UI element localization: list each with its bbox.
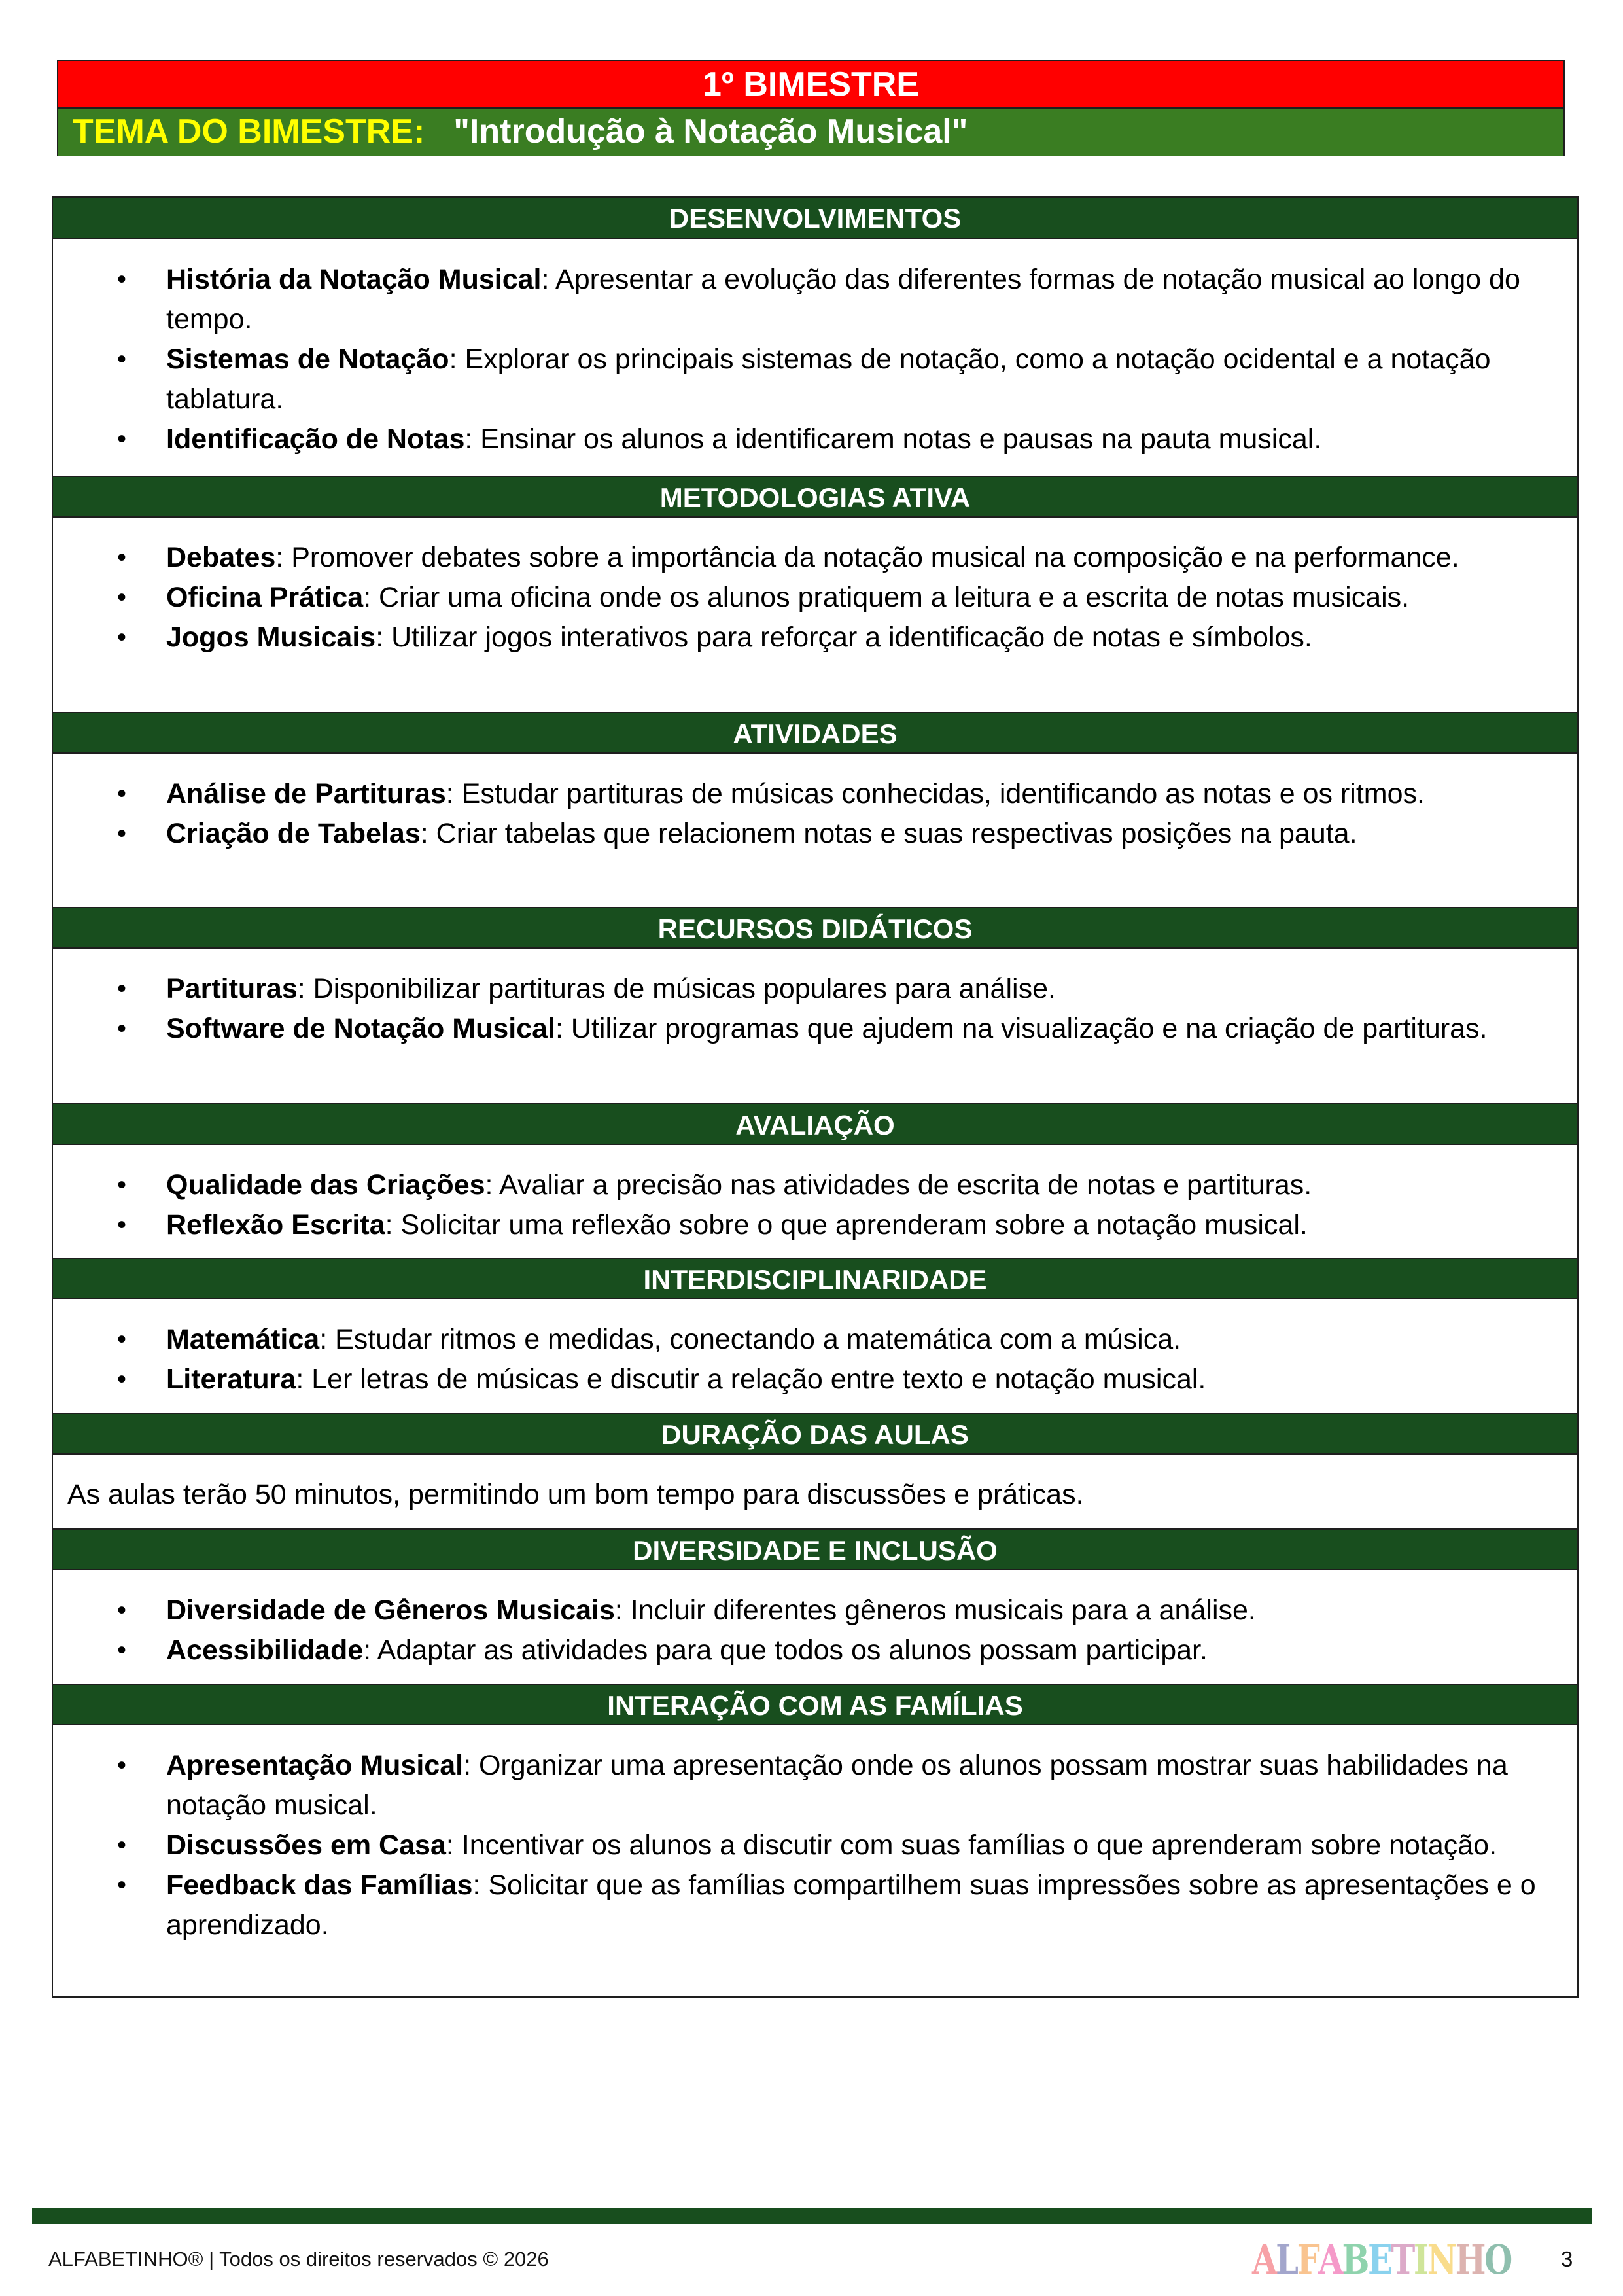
item-term: Software de Notação Musical [166,1013,555,1044]
section-header: DIVERSIDADE E INCLUSÃO [53,1528,1577,1570]
item-term: Análise de Partituras [166,778,446,809]
bullet-list [53,774,1551,854]
item-text: : Utilizar programas que ajudem na visualização e na criação de partituras. [555,1013,1488,1044]
item-term: Feedback das Famílias [166,1869,473,1901]
list-item [117,419,1551,459]
item-text: : Explorar os principais sistemas de notação, como a notação ocidental e a notação tablatura. [166,344,1491,415]
item-text: : Apresentar a evolução das diferentes formas de notação musical ao longo do tempo. [166,264,1520,335]
list-item [117,1631,1551,1670]
bullet-icon: • [117,819,127,848]
logo-letter: N [1427,2236,1456,2284]
bullet-icon: • [117,779,127,808]
bimester-theme-row [58,109,1563,156]
theme-value: "Introdução à Notação Musical" [453,113,968,150]
section-body [53,949,1577,1103]
logo-letter: L [1276,2236,1297,2284]
item-term: Partituras [166,973,298,1004]
bullet-icon: • [117,425,127,453]
bullet-icon: • [117,1596,127,1625]
item-term: Jogos Musicais [166,622,376,653]
list-item [117,1865,1551,1945]
footer-divider-bar [32,2208,1592,2224]
item-term: Sistemas de Notação [166,344,449,375]
item-term: Qualidade das Criações [166,1169,485,1201]
section-header: METODOLOGIAS ATIVA [53,476,1577,518]
bullet-icon: • [117,583,127,612]
section-atividades [53,712,1577,907]
item-term: Debates [166,542,276,573]
bullet-list [53,1591,1551,1670]
bullet-icon: • [117,265,127,294]
list-item [117,340,1551,419]
section-header: DURAÇÃO DAS AULAS [53,1413,1577,1455]
bullet-list [53,1320,1551,1400]
logo-letter: T [1391,2236,1414,2284]
list-item [117,1360,1551,1400]
list-item [117,538,1551,578]
section-body [53,1145,1577,1258]
list-item [117,1165,1551,1205]
section-body [53,1299,1577,1413]
section-paragraph: As aulas terão 50 minutos, permitindo um bom tempo para discussões e práticas. [67,1479,1084,1510]
bimester-title: 1º BIMESTRE [58,61,1563,109]
bullet-icon: • [117,1171,127,1199]
item-text: : Estudar partituras de músicas conhecidas, identificando as notas e os ritmos. [445,778,1425,809]
item-text: : Adaptar as atividades para que todos os alunos possam participar. [363,1634,1208,1666]
item-text: : Utilizar jogos interativos para reforçar a identificação de notas e símbolos. [375,622,1312,653]
logo-letter: A [1252,2236,1276,2284]
section-header: INTERDISCIPLINARIDADE [53,1258,1577,1299]
item-text: : Disponibilizar partituras de músicas populares para análise. [297,973,1056,1004]
logo-letter: F [1297,2236,1319,2284]
item-term: Literatura [166,1364,296,1395]
bullet-list [53,538,1551,658]
section-avaliacao [53,1103,1577,1258]
list-item [117,1205,1551,1245]
bullet-list [53,969,1551,1049]
section-body [53,1725,1577,1996]
item-term: Criação de Tabelas [166,818,421,849]
item-text: : Ler letras de músicas e discutir a relação entre texto e notação musical. [296,1364,1206,1395]
section-metodologias-ativa [53,476,1577,712]
item-text: : Criar uma oficina onde os alunos pratiquem a leitura e a escrita de notas musicais. [363,582,1410,613]
section-body [53,754,1577,907]
item-text: : Estudar ritmos e medidas, conectando a matemática com a música. [319,1324,1181,1355]
bullet-icon: • [117,1751,127,1780]
bullet-icon: • [117,1365,127,1394]
section-header: RECURSOS DIDÁTICOS [53,907,1577,949]
bullet-list [53,1746,1551,1945]
logo-letter: O [1484,2236,1511,2284]
section-duracao-das-aulas [53,1413,1577,1528]
list-item [117,260,1551,340]
section-header: DESENVOLVIMENTOS [53,198,1577,239]
section-header: AVALIAÇÃO [53,1103,1577,1145]
item-term: Matemática [166,1324,320,1355]
bimester-title-box [57,60,1565,156]
section-recursos-didaticos [53,907,1577,1103]
logo-letter: B [1342,2236,1368,2284]
item-term: Acessibilidade [166,1634,364,1666]
item-term: Apresentação Musical [166,1750,464,1781]
list-item [117,774,1551,814]
section-body [53,518,1577,712]
bullet-icon: • [117,1831,127,1860]
list-item [117,969,1551,1009]
list-item [117,618,1551,658]
item-term: Identificação de Notas [166,423,465,455]
item-term: Diversidade de Gêneros Musicais [166,1595,615,1626]
logo-letter: I [1413,2236,1427,2284]
bullet-icon: • [117,1014,127,1043]
item-term: Discussões em Casa [166,1829,446,1861]
bullet-icon: • [117,974,127,1003]
item-text: : Solicitar uma reflexão sobre o que aprenderam sobre a notação musical. [385,1209,1308,1241]
list-item [117,1009,1551,1049]
item-text: : Promover debates sobre a importância da notação musical na composição e na performance. [275,542,1459,573]
bullet-icon: • [117,543,127,572]
section-body [53,1570,1577,1684]
section-header: INTERAÇÃO COM AS FAMÍLIAS [53,1684,1577,1725]
section-desenvolvimentos [53,198,1577,476]
item-text: : Criar tabelas que relacionem notas e suas respectivas posições na pauta. [420,818,1357,849]
section-body [53,1455,1577,1528]
section-interdisciplinaridade [53,1258,1577,1413]
bullet-icon: • [117,1210,127,1239]
lesson-plan-table [52,196,1579,1998]
item-term: Reflexão Escrita [166,1209,385,1241]
item-text: : Organizar uma apresentação onde os alunos possam mostrar suas habilidades na notação musical. [166,1750,1508,1821]
item-text: : Ensinar os alunos a identificarem notas e pausas na pauta musical. [464,423,1322,455]
alfabetinho-logo [1252,2236,1511,2284]
list-item [117,578,1551,618]
bullet-list [53,1165,1551,1245]
item-text: : Avaliar a precisão nas atividades de escrita de notas e partituras. [485,1169,1312,1201]
bullet-list [53,260,1551,459]
list-item [117,1826,1551,1865]
item-text: : Incentivar os alunos a discutir com suas famílias o que aprenderam sobre notação. [445,1829,1497,1861]
bullet-icon: • [117,1325,127,1354]
bullet-icon: • [117,1636,127,1665]
bullet-icon: • [117,1871,127,1899]
item-text: : Incluir diferentes gêneros musicais para a análise. [614,1595,1256,1626]
page-number: 3 [1561,2247,1573,2271]
item-term: História da Notação Musical [166,264,542,295]
section-interacao-com-as-familias [53,1684,1577,1996]
list-item [117,1591,1551,1631]
list-item [117,814,1551,854]
section-header: ATIVIDADES [53,712,1577,754]
section-diversidade-e-inclusao [53,1528,1577,1684]
footer-copyright: ALFABETINHO® | Todos os direitos reservados © 2026 [48,2248,549,2270]
item-term: Oficina Prática [166,582,364,613]
theme-label: TEMA DO BIMESTRE: [73,113,425,150]
list-item [117,1746,1551,1826]
logo-letter: H [1455,2236,1485,2284]
bullet-icon: • [117,345,127,374]
bullet-icon: • [117,623,127,652]
item-text: : Solicitar que as famílias compartilhem suas impressões sobre as apresentações e o aprendizado. [166,1869,1536,1941]
section-body [53,239,1577,476]
list-item [117,1320,1551,1360]
logo-letter: A [1318,2236,1342,2284]
logo-letter: E [1368,2236,1391,2284]
